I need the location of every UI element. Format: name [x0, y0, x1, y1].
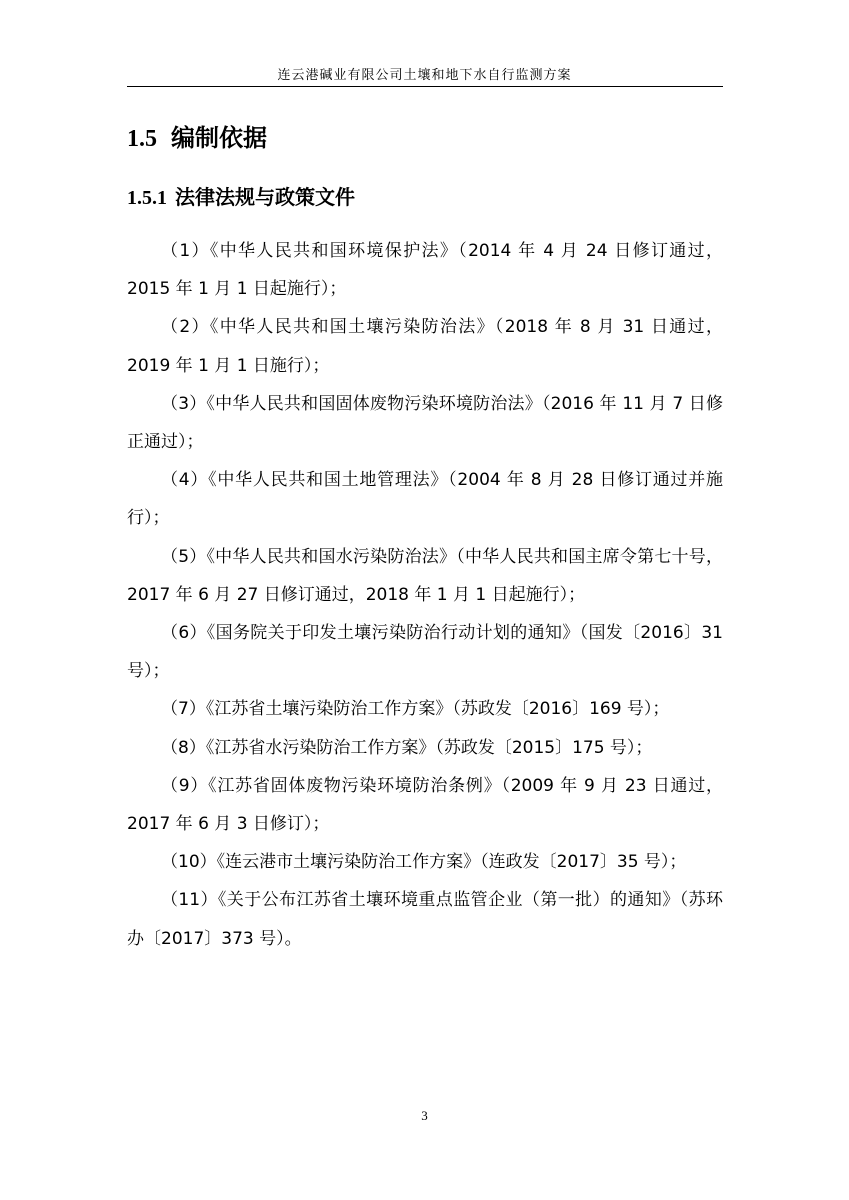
list-item: （3）《中华人民共和国固体废物污染环境防治法》（2016 年 11 月 7 日修正通过）；	[127, 393, 723, 453]
list-item: （5）《中华人民共和国水污染防治法》（中华人民共和国主席令第七十号，2017 年 6 月 27 日修订通过，2018 年 1 月 1 日起施行）；	[127, 546, 723, 605]
regulations-list	[127, 232, 723, 958]
list-item: （9）《江苏省固体废物污染环境防治条例》（2009 年 9 月 23 日通过，2017 年 6 月 3 日修订）；	[127, 775, 723, 835]
list-item: （4）《中华人民共和国土地管理法》（2004 年 8 月 28 日修订通过并施行）；	[127, 470, 723, 529]
list-item: （2）《中华人民共和国土壤污染防治法》（2018 年 8 月 31 日通过，2019 年 1 月 1 日施行）；	[127, 317, 723, 376]
subsection-number: 1.5.1	[127, 187, 167, 209]
header-divider	[127, 86, 723, 87]
section-heading	[127, 118, 267, 153]
subsection-title: 法律法规与政策文件	[175, 185, 355, 209]
list-item: （1）《中华人民共和国环境保护法》（2014 年 4 月 24 日修订通过，2015 年 1 月 1 日起施行）；	[127, 241, 723, 300]
list-item: （11）《关于公布江苏省土壤环境重点监管企业（第一批）的通知》（苏环办〔2017〕373 号）。	[127, 890, 723, 949]
subsection-heading	[127, 181, 355, 210]
list-item: （6）《国务院关于印发土壤污染防治行动计划的通知》（国发〔2016〕31 号）；	[127, 623, 723, 682]
section-title: 编制依据	[171, 124, 267, 152]
page-number: 3	[421, 1108, 428, 1123]
section-number: 1.5	[127, 126, 157, 152]
list-item: （8）《江苏省水污染防治工作方案》（苏政发〔2015〕175 号）；	[161, 737, 653, 758]
list-item: （10）《连云港市土壤污染防治工作方案》（连政发〔2017〕35 号）；	[161, 852, 687, 873]
list-item: （7）《江苏省土壤污染防治工作方案》（苏政发〔2016〕169 号）；	[161, 699, 670, 720]
page-header: 连云港碱业有限公司土壤和地下水自行监测方案	[277, 68, 572, 83]
